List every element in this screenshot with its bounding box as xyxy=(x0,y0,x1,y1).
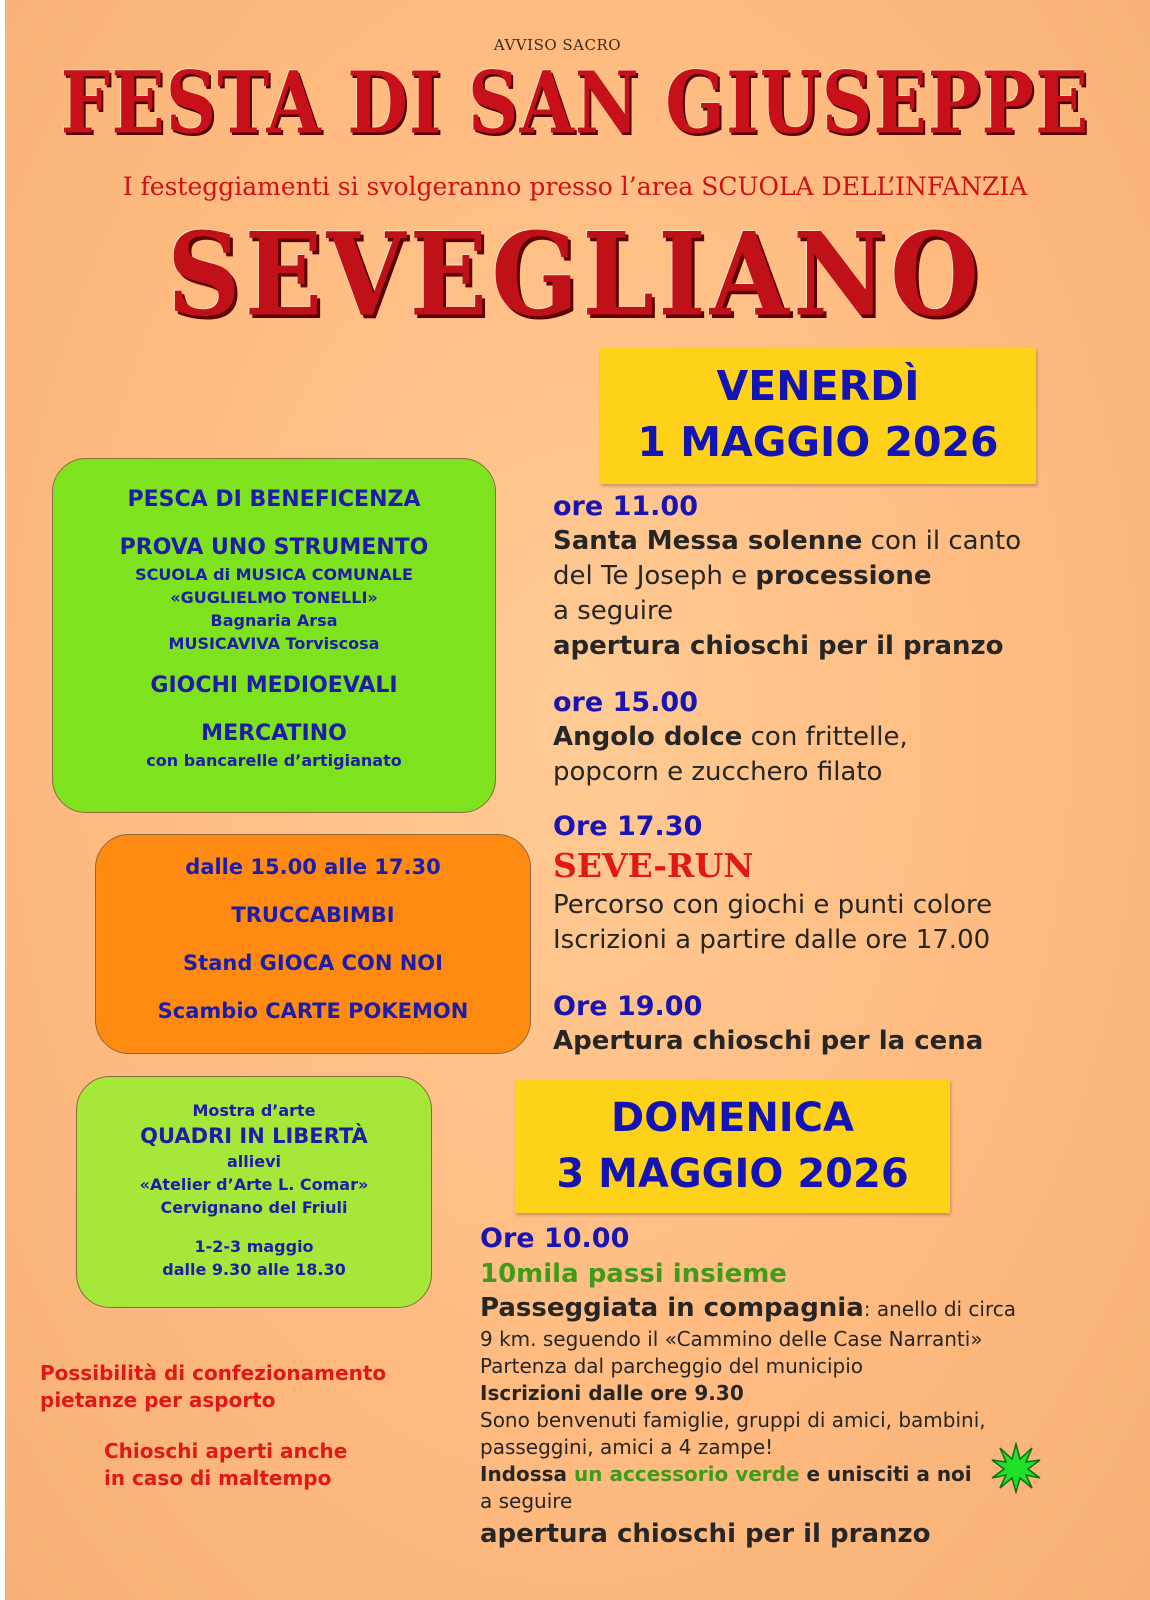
event-text: : anello di circa xyxy=(863,1297,1017,1321)
note-line: in caso di maltempo xyxy=(104,1466,332,1490)
asporto-note xyxy=(40,1360,386,1414)
green-line-pesca: PESCA DI BENEFICENZA xyxy=(127,487,421,512)
green-activities-box xyxy=(52,458,496,813)
event-text: con il canto xyxy=(862,526,1022,556)
event-highlight: e unisciti a noi xyxy=(799,1462,972,1486)
event-time: Ore 10.00 xyxy=(480,1223,630,1254)
sunday-date-box xyxy=(515,1080,950,1213)
location-subtitle: I festeggiamenti si svolgeranno presso l’area SCUOLA DELL’INFANZIA xyxy=(122,172,1028,201)
event-highlight: Angolo dolce xyxy=(553,722,743,752)
lime-line-allievi: allievi xyxy=(226,1152,281,1171)
friday-date-box xyxy=(600,348,1036,484)
event-highlight: Indossa xyxy=(480,1462,575,1486)
green-line-giochi: GIOCHI MEDIOEVALI xyxy=(150,673,398,698)
event-text: Iscrizioni dalle ore 9.30 xyxy=(480,1381,744,1405)
event-text: 9 km. seguendo il «Cammino delle Case Narranti» xyxy=(480,1327,983,1351)
passi-title: 10mila passi insieme xyxy=(480,1259,787,1289)
event-text: popcorn e zucchero filato xyxy=(553,757,883,787)
festa-title: FESTA DI SAN GIUSEPPE xyxy=(60,52,1090,154)
lime-line-hours: dalle 9.30 alle 18.30 xyxy=(162,1260,346,1279)
event-highlight: apertura chioschi per il pranzo xyxy=(480,1519,931,1549)
note-line: pietanze per asporto xyxy=(40,1388,276,1412)
event-text: Percorso con giochi e punti colore xyxy=(553,890,993,920)
event-time: Ore 17.30 xyxy=(553,811,703,842)
event-highlight: Passeggiata in compagnia xyxy=(480,1293,864,1323)
event-highlight: processione xyxy=(755,561,932,591)
green-line-bancarelle: con bancarelle d’artigianato xyxy=(146,751,402,770)
sunday-date: 3 MAGGIO 2026 xyxy=(556,1151,909,1197)
maltempo-note xyxy=(104,1438,347,1492)
lime-art-box xyxy=(76,1076,432,1308)
note-line: Possibilità di confezionamento xyxy=(40,1361,387,1385)
seve-run-title: SEVE-RUN xyxy=(553,846,754,885)
event-text: a seguire xyxy=(553,596,674,626)
event-text: con frittelle, xyxy=(742,722,908,752)
event-time: ore 11.00 xyxy=(553,491,698,522)
friday-event-1730 xyxy=(553,810,1113,958)
event-time: ore 15.00 xyxy=(553,687,698,718)
lime-line-mostra: Mostra d’arte xyxy=(192,1101,316,1120)
event-time: Ore 19.00 xyxy=(553,991,703,1022)
event-text: passeggini, amici a 4 zampe! xyxy=(480,1435,774,1459)
note-line: Chioschi aperti anche xyxy=(104,1439,348,1463)
orange-line-pokemon: Scambio CARTE POKEMON xyxy=(157,999,469,1023)
green-line-tonelli: «GUGLIELMO TONELLI» xyxy=(170,588,378,607)
lime-line-cervignano: Cervignano del Friuli xyxy=(160,1198,348,1217)
sunday-event-1000 xyxy=(480,1222,1110,1552)
friday-event-1100 xyxy=(553,490,1113,664)
event-highlight: apertura chioschi per il pranzo xyxy=(553,631,1004,661)
green-starburst-icon xyxy=(990,1442,1042,1494)
town-title: SEVEGLIANO xyxy=(166,208,984,343)
lime-line-dates: 1-2-3 maggio xyxy=(194,1237,314,1256)
event-highlight: Santa Messa solenne xyxy=(553,526,863,556)
green-line-strumento: PROVA UNO STRUMENTO xyxy=(119,535,429,560)
lime-line-quadri: QUADRI IN LIBERTÀ xyxy=(140,1124,368,1148)
event-highlight: Apertura chioschi per la cena xyxy=(553,1026,984,1056)
friday-event-1500 xyxy=(553,686,1113,790)
green-line-musicaviva: MUSICAVIVA Torviscosa xyxy=(168,634,380,653)
event-text: Partenza dal parcheggio del municipio xyxy=(480,1354,864,1378)
event-text: Sono benvenuti famiglie, gruppi di amici, bambini, xyxy=(480,1408,986,1432)
lime-line-atelier: «Atelier d’Arte L. Comar» xyxy=(139,1175,369,1194)
orange-line-stand: Stand GIOCA CON NOI xyxy=(183,951,443,975)
friday-day: VENERDÌ xyxy=(716,362,920,410)
event-text: del Te Joseph e xyxy=(553,561,756,591)
green-line-mercatino: MERCATINO xyxy=(201,721,347,746)
friday-event-1900 xyxy=(553,990,1113,1059)
orange-line-truccabimbi: TRUCCABIMBI xyxy=(231,903,395,927)
sunday-day: DOMENICA xyxy=(610,1095,854,1141)
green-line-scuola: SCUOLA di MUSICA COMUNALE xyxy=(135,565,413,584)
orange-kids-box xyxy=(95,834,531,1054)
event-text: a seguire xyxy=(480,1489,573,1513)
avviso-label: AVVISO SACRO xyxy=(493,36,622,54)
orange-line-hours: dalle 15.00 alle 17.30 xyxy=(185,855,441,879)
event-text: Iscrizioni a partire dalle ore 17.00 xyxy=(553,925,991,955)
friday-date: 1 MAGGIO 2026 xyxy=(637,418,999,466)
event-highlight-green: un accessorio verde xyxy=(574,1462,800,1486)
green-line-bagnaria: Bagnaria Arsa xyxy=(210,611,338,630)
